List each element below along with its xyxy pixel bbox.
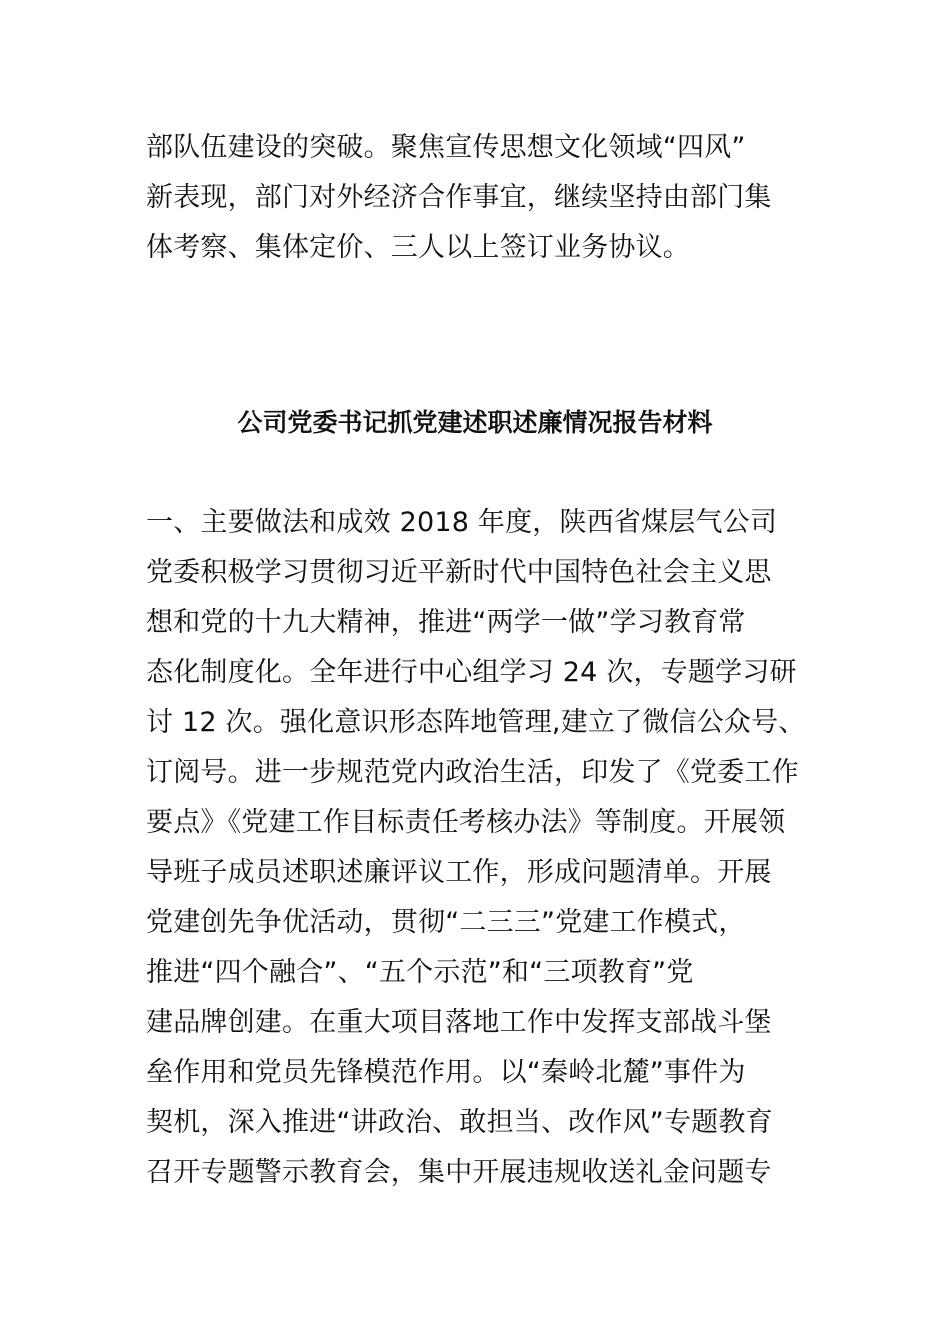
body-line: 推进“四个融合”、“五个示范”和“三项教育”党 [146, 957, 694, 988]
body-line: 建品牌创建。在重大项目落地工作中发挥支部战斗堡 [146, 1007, 772, 1038]
body-line: 想和党的十九大精神，推进“两学一做”学习教育常 [146, 607, 746, 638]
body-line: 订阅号。进一步规范党内政治生活，印发了《党委工作 [146, 757, 799, 788]
body-line: 讨 12 次。强化意识形态阵地管理,建立了微信公众号、 [146, 707, 806, 738]
body-line: 垒作用和党员先锋模范作用。以“秦岭北麓”事件为 [146, 1057, 746, 1088]
body-line: 契机，深入推进“讲政治、敢担当、改作风”专题教育 [146, 1107, 773, 1138]
body-line: 召开专题警示教育会，集中开展违规收送礼金问题专 [146, 1157, 772, 1188]
body-line: 导班子成员述职述廉评议工作，形成问题清单。开展 [146, 857, 772, 888]
intro-line: 体考察、集体定价、三人以上签订业务协议。 [146, 232, 690, 263]
body-line: 要点》《党建工作目标责任考核办法》等制度。开展领 [146, 807, 786, 838]
document-title: 公司党委书记抓党建述职述廉情况报告材料 [237, 408, 713, 437]
body-line: 党建创先争优活动，贯彻“二三三”党建工作模式， [146, 907, 746, 938]
intro-line: 部队伍建设的突破。聚焦宣传思想文化领域“四风” [146, 132, 746, 163]
intro-line: 新表现，部门对外经济合作事宜，继续坚持由部门集 [146, 182, 772, 213]
body-line: 态化制度化。全年进行中心组学习 24 次，专题学习研 [146, 657, 797, 688]
body-line: 一、主要做法和成效 2018 年度，陕西省煤层气公司 [146, 507, 778, 538]
body-line: 党委积极学习贯彻习近平新时代中国特色社会主义思 [146, 557, 772, 588]
